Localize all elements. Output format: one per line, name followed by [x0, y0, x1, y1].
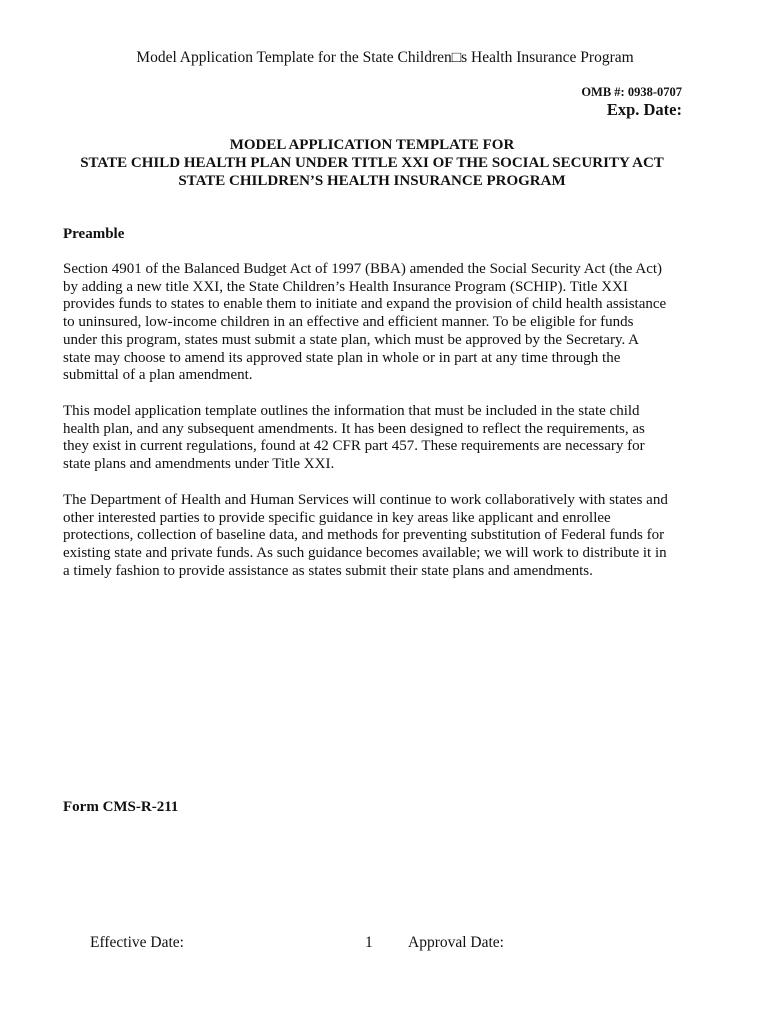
preamble-paragraph-1	[63, 261, 713, 385]
omb-number: OMB #: 0938-0707	[581, 85, 682, 99]
text-line: protections, collection of baseline data, and methods for preventing substitution of Federal funds for	[63, 527, 665, 544]
document-title	[0, 136, 744, 190]
text-line: they exist in current regulations, found at 42 CFR part 457. These requirements are necessary for	[63, 438, 645, 455]
text-line: under this program, states must submit a state plan, which must be approved by the Secretary. A	[63, 331, 639, 348]
text-line: by adding a new title XXI, the State Children’s Health Insurance Program (SCHIP). Title XXI	[63, 278, 628, 295]
preamble-heading: Preamble	[63, 226, 125, 242]
text-line: health plan, and any subsequent amendments. It has been designed to reflect the requirements, as	[63, 420, 645, 437]
text-line: Section 4901 of the Balanced Budget Act of 1997 (BBA) amended the Social Security Act (the Act)	[63, 261, 663, 277]
title-line: MODEL APPLICATION TEMPLATE FOR	[229, 137, 515, 153]
text-line: state may choose to amend its approved state plan in whole or in part at any time through the	[63, 349, 621, 366]
form-number: Form CMS-R-211	[63, 799, 179, 815]
text-line: provides funds to states to enable them to initiate and expand the provision of child health assistance	[63, 296, 667, 313]
header-title: Model Application Template for the State Children□s Health Insurance Program	[136, 49, 634, 66]
text-line: a timely fashion to provide assistance as states submit their state plans and amendments.	[63, 562, 593, 579]
title-line: STATE CHILD HEALTH PLAN UNDER TITLE XXI OF THE SOCIAL SECURITY ACT	[80, 155, 664, 171]
expiration-date: Exp. Date:	[606, 100, 682, 119]
text-line: state plans and amendments under Title XXI.	[63, 456, 335, 473]
preamble-paragraph-3	[63, 492, 713, 581]
preamble-paragraph-2	[63, 403, 713, 474]
text-line: to uninsured, low-income children in an effective and efficient manner. To be eligible for funds	[63, 314, 634, 331]
page-footer	[0, 933, 770, 953]
title-line: STATE CHILDREN’S HEALTH INSURANCE PROGRAM	[178, 173, 566, 189]
text-line: other interested parties to provide specific guidance in key areas like applicant and enrollee	[63, 509, 611, 526]
text-line: The Department of Health and Human Services will continue to work collaboratively with states and	[63, 492, 668, 508]
approval-date-label: Approval Date:	[408, 934, 504, 951]
effective-date-label: Effective Date:	[90, 934, 184, 951]
text-line: This model application template outlines the information that must be included in the state child	[63, 403, 640, 419]
text-line: submittal of a plan amendment.	[63, 367, 253, 384]
text-line: existing state and private funds. As such guidance becomes available; we will work to distribute it in	[63, 545, 667, 562]
page-number: 1	[365, 934, 373, 951]
